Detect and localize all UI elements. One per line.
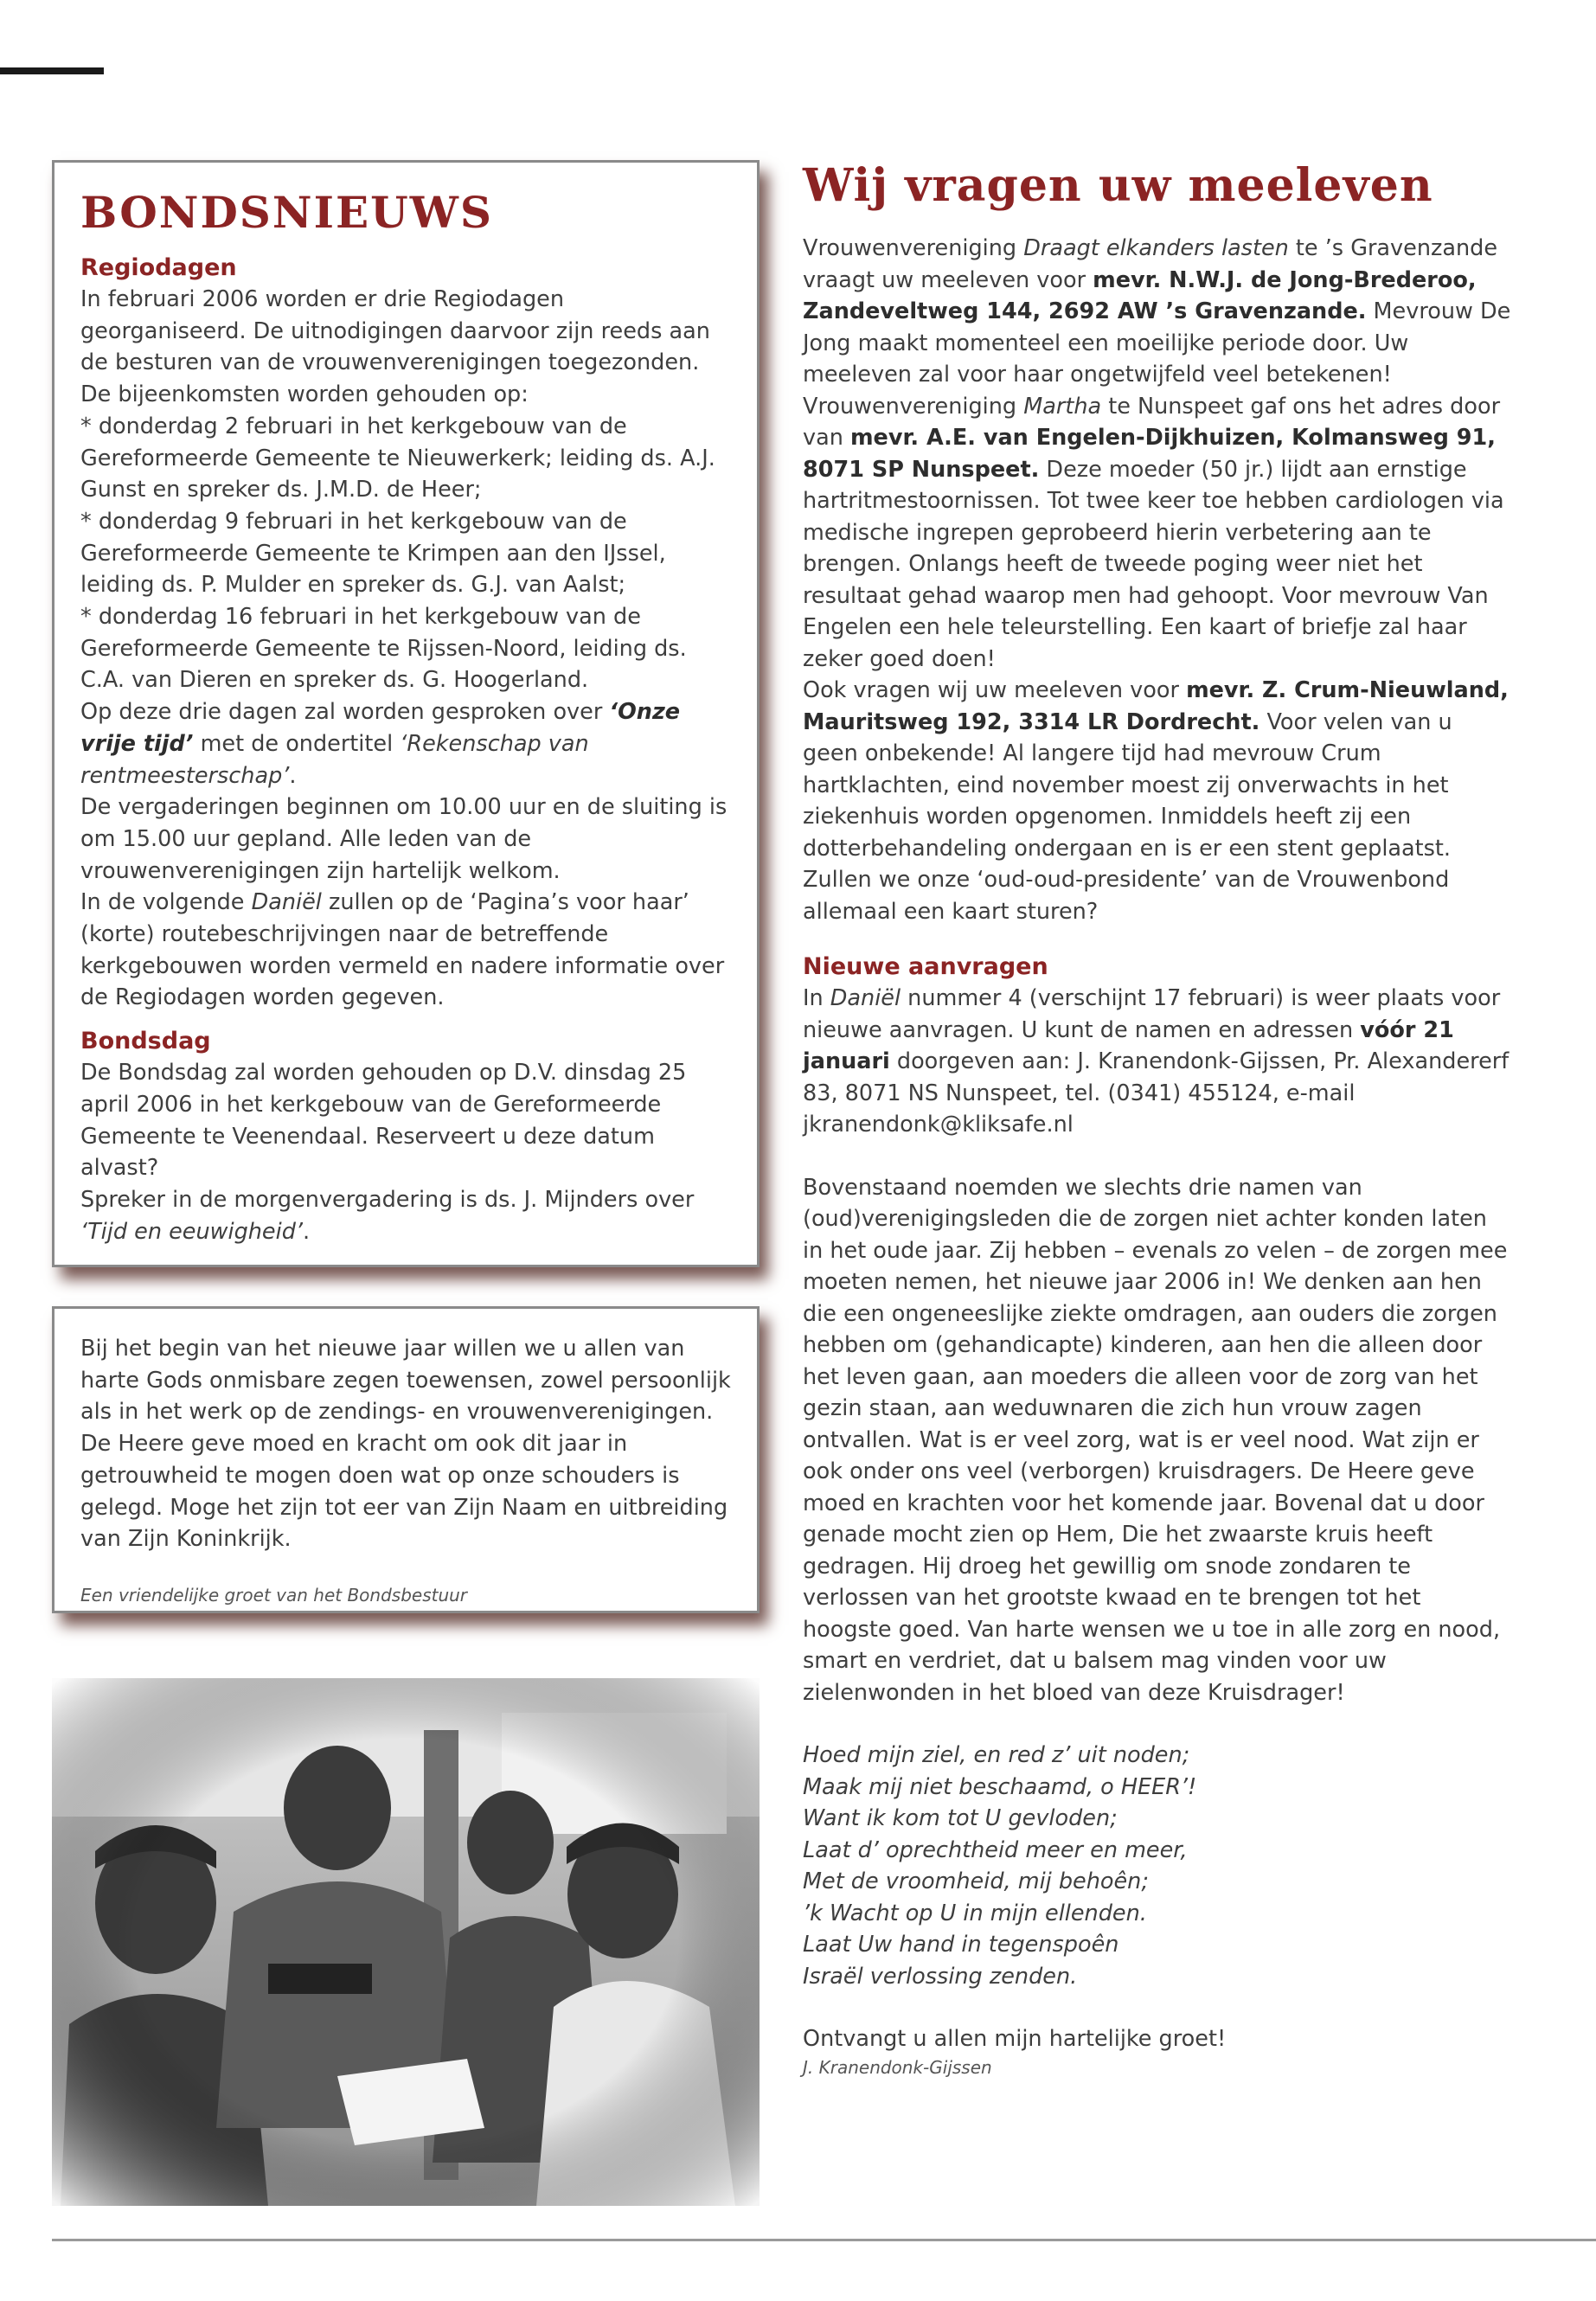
poem-line: Want ik kom tot U gevloden;: [803, 1805, 1118, 1831]
nieuwe-aanvragen-text: In Daniël nummer 4 (verschijnt 17 februari) is weer plaats voor nieuwe aanvragen. U kunt de namen en adressen vóór 21 januari doorgeven aan: J. Kranendonk-Gijssen, Pr. Alexandererf 83, 8071 NS Nunspeet, tel. (0341) 455124, e-mail jkranendonk@kliksafe.nl: [803, 985, 1509, 1138]
regiodagen-item-3: * donderdag 16 februari in het kerkgebouw van de Gereformeerde Gemeente te Rijssen-Noord, leiding ds. C.A. van Dieren en spreker ds. G. Hoogerland.: [80, 604, 687, 694]
top-edge-bar: [0, 67, 104, 74]
closing-signature: J. Kranendonk-Gijssen: [803, 2056, 992, 2078]
poem-line: Laat Uw hand in tegenspoên: [803, 1932, 1119, 1958]
poem-line: Laat d’ oprechtheid meer en meer,: [803, 1836, 1188, 1863]
reflection-paragraph: Bovenstaand noemden we slechts drie namen van (oud)verenigingsleden die de zorgen niet achter konden laten in het oude jaar. Zij hebben – evenals zo velen – de zorgen mee moeten nemen, het nieuwe jaar 2006 in! We denken aan hen die een ongeneeslijke ziekte omdragen, aan ouders die zorgen hebben om (gehandicapte) kinderen, aan hen die alleen door het leven gaan, aan moeders die alleen voor de zorg van het gezin staan, aan weduwnaren die zich hun vrouw zagen ontvallen. Wat is er veel zorg, wat is er veel nood. Wat zijn er ook onder ons veel (verborgen) kruisdragers. De Heere geve moed en krachten voor het komende jaar. Bovenal dat u door genade mocht zien op Hem, Die het zwaarste kruis heeft gedragen. Hij droeg het gewillig om snode zondaren te verlossen van het grootste kwaad en te brengen tot het hoogste goed. Van harte wensen we u toe in alle zorg en nood, smart en verdriet, dat u balsem mag vinden voor uw zielenwonden in het bloed van deze Kruisdrager!: [803, 1174, 1508, 1706]
request-engelen: Vrouwenvereniging Martha te Nunspeet gaf ons het adres door van mevr. A.E. van Engelen-Dijkhuizen, Kolmansweg 91, 8071 SP Nunspeet. Deze moeder (50 jr.) lijdt aan ernstige hartritmestoornissen. Tot twee keer toe hebben cardiologen via medische ingrepen geprobeerd hierin verbetering aan te brengen. Onlangs heeft de tweede poging weer niet het resultaat gehad waarop men had gehoopt. Voor mevrouw Van Engelen een hele teleurstelling. Een kaart of briefje zal haar zeker goed doen!: [803, 393, 1504, 672]
regiodagen-item-2: * donderdag 9 februari in het kerkgebouw van de Gereformeerde Gemeente te Krimpen aan den IJssel, leiding ds. P. Mulder en spreker ds. G.J. van Aalst;: [80, 508, 666, 599]
bondsdag-heading: Bondsdag: [80, 1028, 211, 1055]
request-jong: Vrouwenvereniging Draagt elkanders lasten te ’s Gravenzande vraagt uw meeleven voor mevr. N.W.J. de Jong-Brederoo, Zandeveltweg 144, 2692 AW ’s Gravenzande. Mevrouw De Jong maakt momenteel een moeilijke periode door. Uw meeleven zal voor haar ongetwijfeld veel betekenen!: [803, 235, 1511, 388]
right-column: [803, 160, 1512, 2078]
bondsdag-speaker: Spreker in de morgenvergadering is ds. J. Mijnders over ‘Tijd en eeuwigheid’.: [80, 1186, 695, 1245]
greeting-text: Bij het begin van het nieuwe jaar willen we u allen van harte Gods onmisbare zegen toewensen, zowel persoonlijk als in het werk op de zendings- en vrouwenverenigingen. De Heere geve moed en kracht om ook dit jaar in getrouwheid te mogen doen wat op onze schouders is gelegd. Moge het zijn tot eer van Zijn Naam en uitbreiding van Zijn Koninkrijk.: [80, 1336, 731, 1553]
regiodagen-heading: Regiodagen: [80, 254, 237, 281]
greeting-signature: Een vriendelijke groet van het Bondsbestuur: [80, 1584, 468, 1606]
poem-line: Hoed mijn ziel, en red z’ uit noden;: [803, 1742, 1190, 1768]
group-photo-image: [52, 1678, 760, 2206]
bottom-rule: [52, 2239, 1596, 2241]
greeting-box: [52, 1306, 760, 1613]
regiodagen-times: De vergaderingen beginnen om 10.00 uur en de sluiting is om 15.00 uur gepland. Alle leden van de vrouwenverenigingen zijn hartelijk welkom.: [80, 794, 727, 884]
poem-line: Maak mij niet beschaamd, o HEER’!: [803, 1773, 1197, 1800]
poem: [803, 1740, 1512, 1992]
regiodagen-intro: In februari 2006 worden er drie Regiodagen georganiseerd. De uitnodigingen daarvoor zijn reeds aan de besturen van de vrouwenverenigingen toegezonden. De bijeenkomsten worden gehouden op:: [80, 286, 710, 408]
meeleven-title: Wij vragen uw meeleven: [803, 159, 1433, 212]
regiodagen-theme: Op deze drie dagen zal worden gesproken over ‘Onze vrije tijd’ met de ondertitel ‘Rekenschap van rentmeesterschap’.: [80, 699, 681, 789]
group-photo: [52, 1678, 760, 2206]
regiodagen-item-1: * donderdag 2 februari in het kerkgebouw van de Gereformeerde Gemeente te Nieuwerkerk; leiding ds. A.J. Gunst en spreker ds. J.M.D. de Heer;: [80, 413, 715, 503]
closing-greeting: Ontvangt u allen mijn hartelijke groet!: [803, 2026, 1227, 2052]
bondsnieuws-box: [52, 160, 760, 1267]
poem-line: Israël verlossing zenden.: [803, 1963, 1078, 1990]
nieuwe-aanvragen-heading: Nieuwe aanvragen: [803, 953, 1048, 980]
bondsdag-date: De Bondsdag zal worden gehouden op D.V. dinsdag 25 april 2006 in het kerkgebouw van de Gereformeerde Gemeente te Veenendaal. Reserveert u deze datum alvast?: [80, 1060, 687, 1182]
bondsnieuws-title: BONDSNIEUWS: [80, 187, 493, 238]
request-crum: Ook vragen wij uw meeleven voor mevr. Z. Crum-Nieuwland, Mauritsweg 192, 3314 LR Dordrecht. Voor velen van u geen onbekende! Al langere tijd had mevrouw Crum hartklachten, eind november moest zij onverwachts in het ziekenhuis worden opgenomen. Inmiddels heeft zij een dotterbehandeling ondergaan en is er een stent geplaatst. Zullen we onze ‘oud-oud-presidente’ van de Vrouwenbond allemaal een kaart sturen?: [803, 677, 1509, 925]
poem-line: ’k Wacht op U in mijn ellenden.: [803, 1900, 1147, 1926]
regiodagen-route: In de volgende Daniël zullen op de ‘Pagina’s voor haar’ (korte) routebeschrijvingen naar de betreffende kerkgebouwen worden vermeld en nadere informatie over de Regiodagen worden gegeven.: [80, 889, 725, 1011]
poem-line: Met de vroomheid, mij behoên;: [803, 1868, 1149, 1894]
